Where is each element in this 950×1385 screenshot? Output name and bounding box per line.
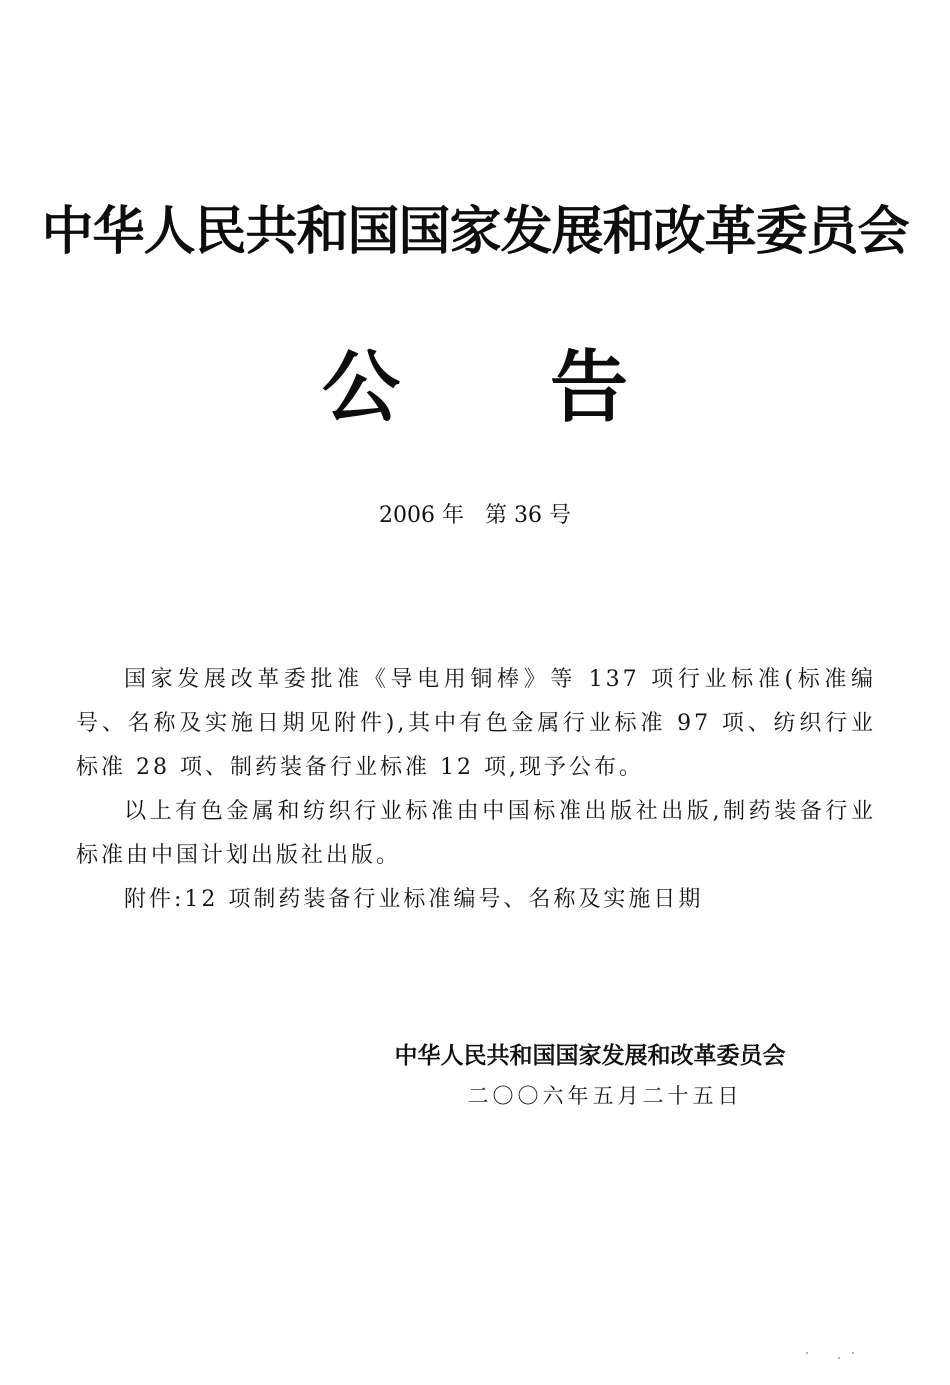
announcement-body — [76, 658, 876, 922]
body-paragraph: 以上有色金属和纺织行业标准由中国标准出版社出版,制药装备行业标准由中国计划出版社出版。 — [76, 799, 876, 868]
scan-speck — [806, 1352, 808, 1354]
document-number: 2006 年 第 36 号 — [379, 503, 571, 528]
attachment-note: 附件:12 项制药装备行业标准编号、名称及实施日期 — [124, 887, 704, 912]
signature-block — [330, 1036, 850, 1116]
signature-date: 二〇〇六年五月二十五日 — [467, 1084, 743, 1108]
scan-speck — [838, 1357, 840, 1359]
body-paragraph: 国家发展改革委批准《导电用铜棒》等 137 项行业标准(标准编号、名称及实施日期见附件),其中有色金属行业标准 97 项、纺织行业标准 28 项、制药装备行业标准 12 项,现予公布。 — [76, 667, 876, 780]
issuing-org-title: 中华人民共和国国家发展和改革委员会 — [41, 202, 909, 262]
document-type-heading: 公告 — [321, 343, 778, 433]
scan-speck — [852, 1352, 854, 1354]
signature-org: 中华人民共和国国家发展和改革委员会 — [394, 1043, 786, 1069]
